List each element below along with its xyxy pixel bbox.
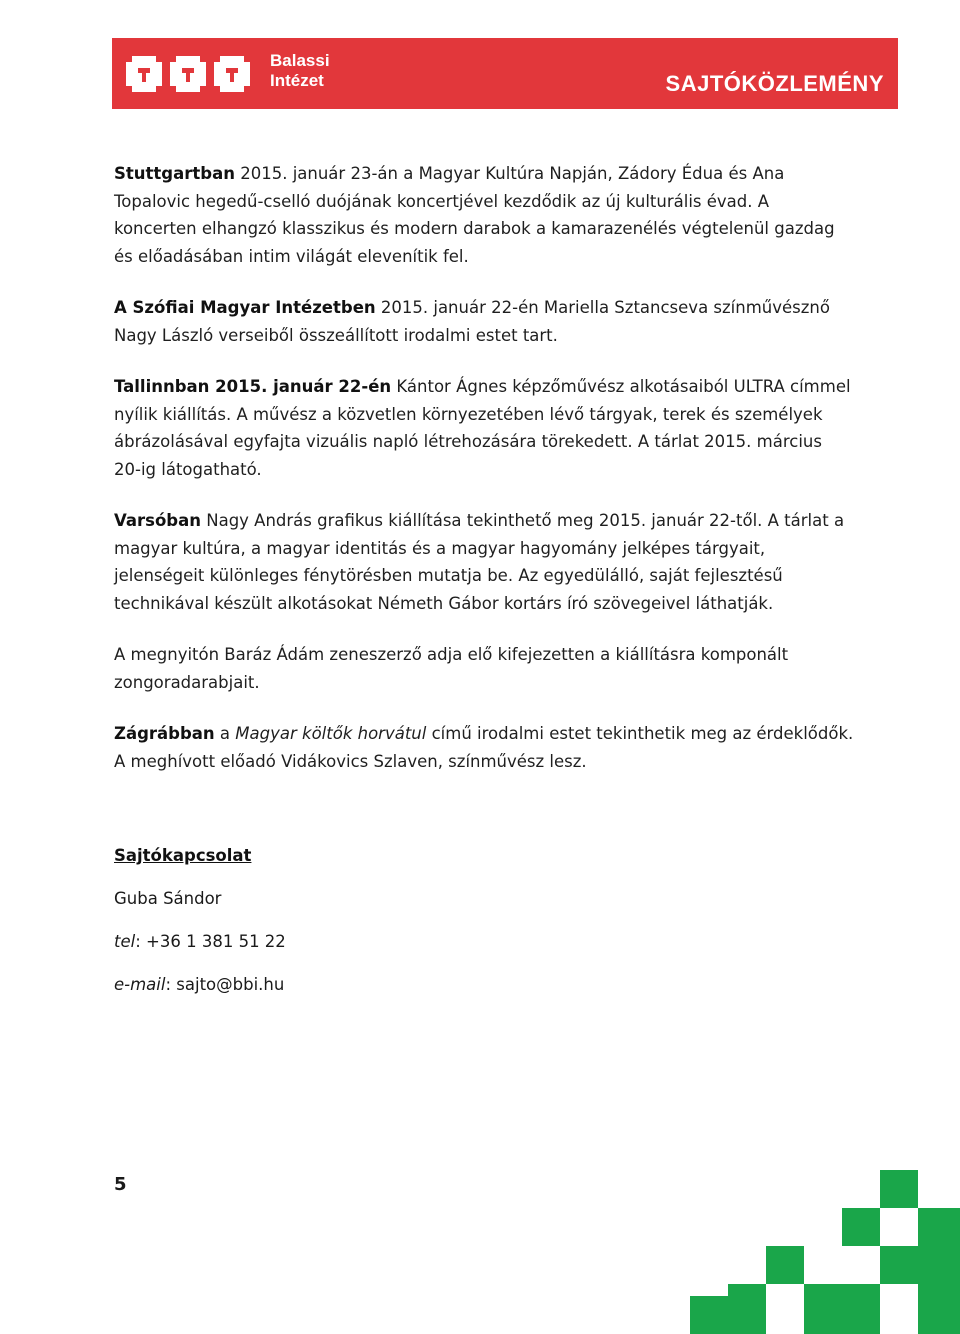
contact-name: Guba Sándor bbox=[114, 889, 222, 908]
paragraph-lead: Stuttgartban bbox=[114, 164, 235, 183]
paragraph-lead: Tallinnban 2015. január 22-én bbox=[114, 377, 392, 396]
paragraph-sofia bbox=[114, 294, 854, 349]
logo-line-2: Intézet bbox=[270, 71, 324, 90]
paragraph-zagreb bbox=[114, 720, 854, 775]
logo-line-1: Balassi bbox=[270, 51, 330, 70]
paragraph-tallinn bbox=[114, 373, 854, 483]
page-number: 5 bbox=[114, 1174, 127, 1195]
paragraph-lead: A Szófiai Magyar Intézetben bbox=[114, 298, 376, 317]
email-value[interactable]: : sajto@bbi.hu bbox=[165, 975, 285, 994]
header-banner bbox=[112, 38, 898, 109]
paragraph-warsaw bbox=[114, 507, 854, 617]
paragraph-text: a bbox=[214, 724, 236, 743]
balassi-logo-icon bbox=[124, 54, 256, 94]
paragraph-opening bbox=[114, 641, 854, 696]
paragraph-text: Kántor Ágnes képzőművész alkotásaiból ULTRA címmel nyílik kiállítás. A művész a közvetlen környezetében lévő tárgyak, terek és személyek ábrázolásával egyfajta vizuális napló létrehozására törekedett. A tárlat 2015. március 20-ig látogatható. bbox=[114, 377, 851, 479]
paragraph-text: 2015. január 22-én Mariella Sztancseva színművésznő Nagy László verseiből összeállított irodalmi estet tart. bbox=[114, 298, 830, 345]
contact-heading: Sajtókapcsolat bbox=[114, 846, 252, 865]
email-label: e-mail bbox=[114, 975, 166, 994]
paragraph-text: című irodalmi estet tekinthetik meg az érdeklődők. A meghívott előadó Vidákovics Szlaven, színművész lesz. bbox=[114, 724, 854, 771]
green-pixel-decoration bbox=[690, 1170, 960, 1334]
phone-value: : +36 1 381 51 22 bbox=[135, 932, 286, 951]
logo-wordmark bbox=[270, 51, 330, 91]
paragraph-text: A megnyitón Baráz Ádám zeneszerző adja elő kifejezetten a kiállításra komponált zongoradarabjait. bbox=[114, 645, 789, 692]
paragraph-text: 2015. január 23-án a Magyar Kultúra Napján, Zádory Édua és Ana Topalovic hegedű-cselló duójának koncertjével kezdődik az új kulturális évad. A koncerten elhangzó klasszikus és modern darabok a kamarazenélés végtelenül gazdag és előadásában intim világát elevenítik fel. bbox=[114, 164, 835, 266]
paragraph-text: Nagy András grafikus kiállítása tekinthető meg 2015. január 22-től. A tárlat a magyar kultúra, a magyar identitás és a magyar hagyomány jelképes tárgyait, jelenségeit különleges fénytörésben mutatja be. Az egyedülálló, saját fejlesztésű technikával készült alkotásokat Németh Gábor kortárs író szövegeivel láthatják. bbox=[114, 511, 845, 613]
press-body bbox=[114, 160, 854, 793]
contact-email bbox=[114, 971, 284, 998]
event-title: Magyar költők horvátul bbox=[235, 724, 427, 743]
phone-label: tel bbox=[114, 932, 136, 951]
press-release-label: SAJTÓKÖZLEMÉNY bbox=[665, 71, 884, 96]
paragraph-lead: Varsóban bbox=[114, 511, 201, 530]
paragraph-lead: Zágrábban bbox=[114, 724, 215, 743]
paragraph-stuttgart bbox=[114, 160, 854, 270]
contact-phone bbox=[114, 928, 286, 955]
